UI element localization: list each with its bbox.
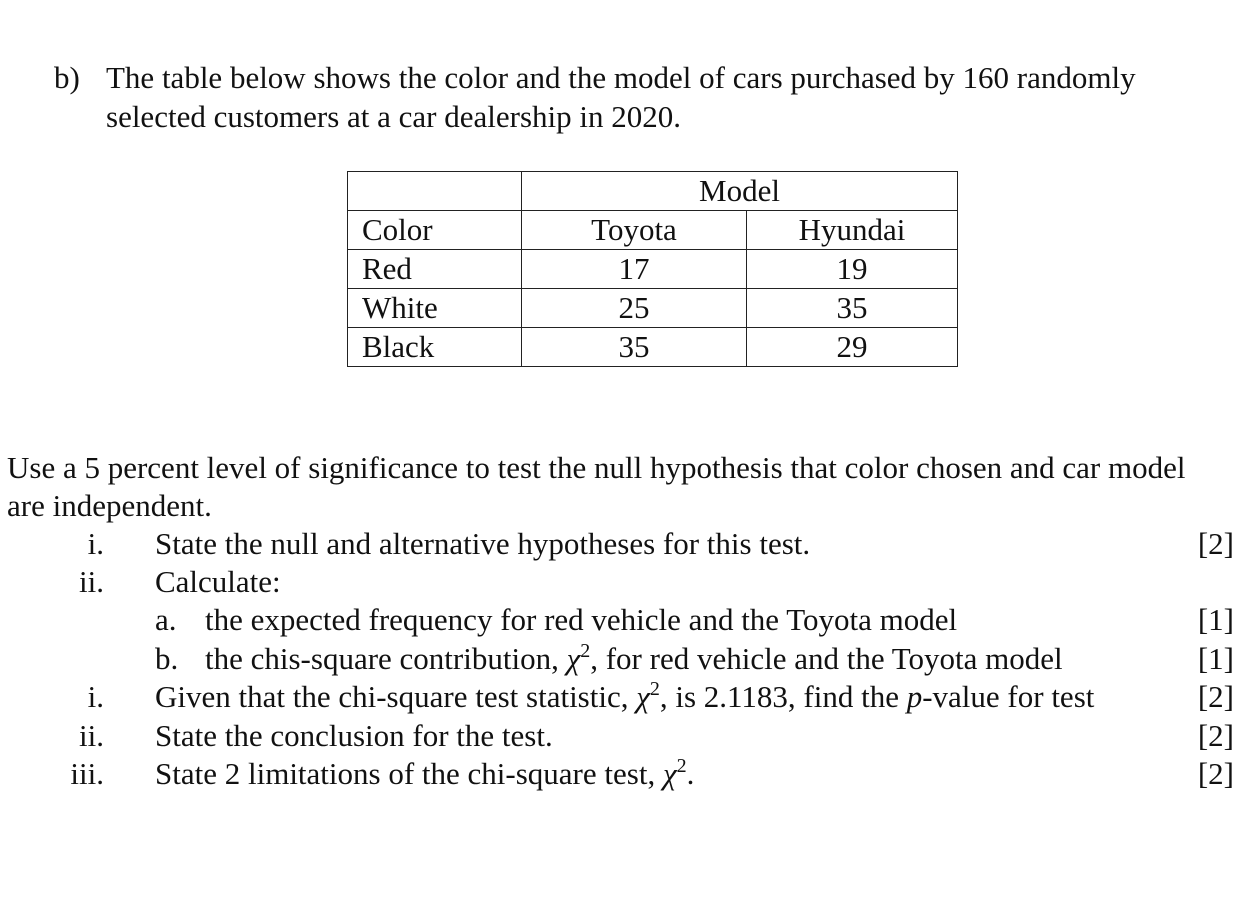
sub-question-letter: b. xyxy=(155,641,179,676)
question-item xyxy=(0,678,1242,716)
question-marks: [2] xyxy=(1197,679,1234,714)
superscript: 2 xyxy=(649,678,660,700)
question-marks: [2] xyxy=(1197,718,1234,753)
question-intro xyxy=(54,58,1224,136)
intro-line-1: The table below shows the color and the model of cars purchased by 160 randomly xyxy=(106,60,1136,95)
question-text: State the null and alternative hypotheses for this test. xyxy=(155,526,811,561)
header-toyota: Toyota xyxy=(522,211,747,250)
contingency-table xyxy=(347,171,958,367)
question-item xyxy=(0,755,1242,793)
sub-question-item xyxy=(0,640,1242,678)
question-marks: [1] xyxy=(1197,641,1234,676)
instructions-paragraph xyxy=(7,449,1242,525)
question-item xyxy=(0,563,1242,601)
chi-symbol: χ xyxy=(636,679,650,714)
table-group-header-row xyxy=(348,172,958,211)
instructions-line-2: are independent. xyxy=(7,488,212,523)
question-item xyxy=(0,717,1242,755)
text-segment: , for red vehicle and the Toyota model xyxy=(590,641,1063,676)
question-number: i. xyxy=(87,526,104,561)
cell-value: 17 xyxy=(522,250,747,289)
row-label: Red xyxy=(348,250,522,289)
table-corner-cell xyxy=(348,172,522,211)
cell-value: 19 xyxy=(747,250,958,289)
sub-question-text xyxy=(205,640,1063,678)
table-row xyxy=(348,328,958,367)
question-text: Calculate: xyxy=(155,564,281,599)
question-marks: [2] xyxy=(1197,756,1234,791)
sub-question-text: the expected frequency for red vehicle and the Toyota model xyxy=(205,602,958,637)
text-segment: , is 2.1183, find the xyxy=(659,679,907,714)
header-hyundai: Hyundai xyxy=(747,211,958,250)
text-segment: State 2 limitations of the chi-square test, xyxy=(155,756,663,791)
text-segment: -value for test xyxy=(922,679,1095,714)
question-number: ii. xyxy=(79,718,104,753)
text-segment: Given that the chi-square test statistic, xyxy=(155,679,637,714)
question-text xyxy=(155,678,1094,716)
cell-value: 25 xyxy=(522,289,747,328)
table-row xyxy=(348,250,958,289)
question-text: State the conclusion for the test. xyxy=(155,718,553,753)
cell-value: 35 xyxy=(522,328,747,367)
question-text xyxy=(155,755,694,793)
p-variable: p xyxy=(906,679,923,714)
table-header-row xyxy=(348,211,958,250)
intro-line-2: selected customers at a car dealership in 2020. xyxy=(106,99,681,134)
text-segment: . xyxy=(686,756,695,791)
table-row xyxy=(348,289,958,328)
header-color: Color xyxy=(348,211,522,250)
question-marks: [2] xyxy=(1197,526,1234,561)
chi-symbol: χ xyxy=(662,756,677,791)
cell-value: 29 xyxy=(747,328,958,367)
sub-question-letter: a. xyxy=(155,602,177,637)
question-item xyxy=(0,525,1242,563)
text-segment: the chis-square contribution, xyxy=(205,641,567,676)
superscript: 2 xyxy=(676,755,687,777)
row-label: Black xyxy=(348,328,522,367)
question-number: ii. xyxy=(79,564,104,599)
cell-value: 35 xyxy=(747,289,958,328)
instructions-line-1: Use a 5 percent level of significance to test the null hypothesis that color chosen and car model xyxy=(7,450,1186,485)
row-label: White xyxy=(348,289,522,328)
chi-symbol: χ xyxy=(566,641,581,676)
part-label: b) xyxy=(54,60,80,95)
question-number: iii. xyxy=(70,756,104,791)
question-number: i. xyxy=(87,679,104,714)
superscript: 2 xyxy=(580,640,591,662)
sub-question-item xyxy=(0,601,1242,639)
question-marks: [1] xyxy=(1197,602,1234,637)
model-group-header: Model xyxy=(522,172,958,211)
